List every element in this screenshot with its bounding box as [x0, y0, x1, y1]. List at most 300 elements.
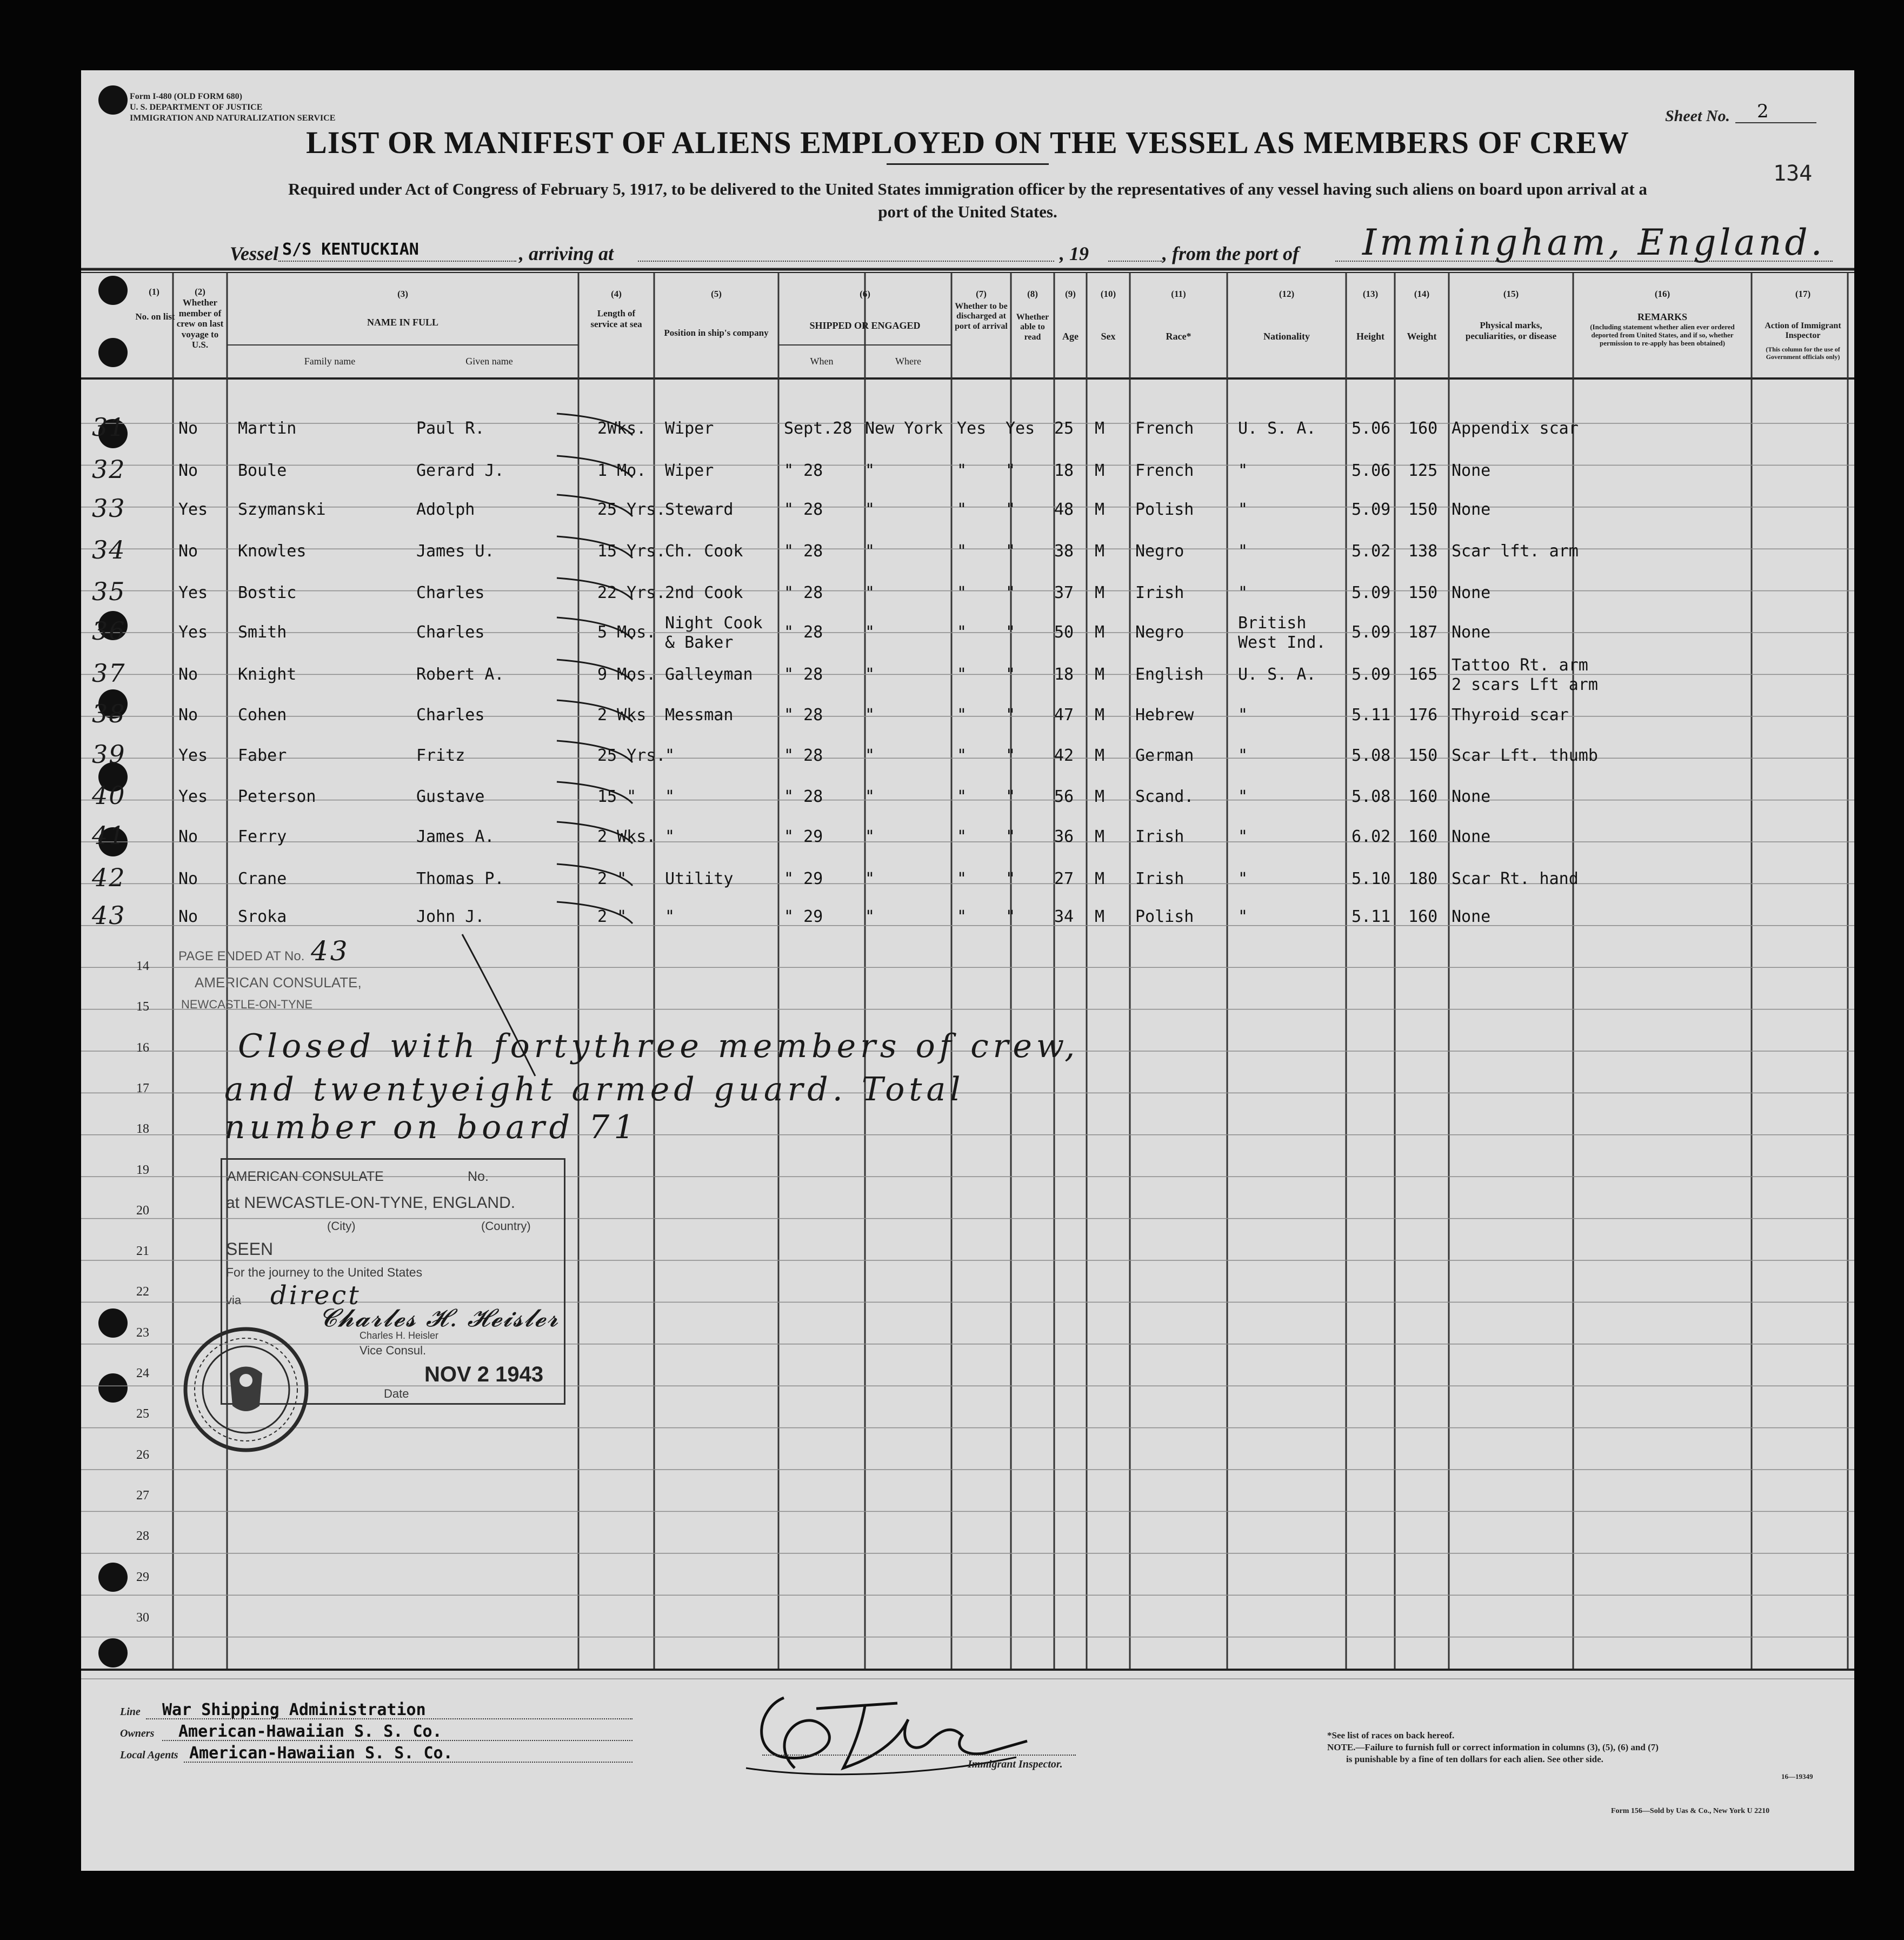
footer-rule-2 [162, 1740, 633, 1741]
position: Utility [665, 869, 734, 888]
position: " [665, 746, 675, 765]
col17-num: (17) [1795, 289, 1811, 299]
physical-marks: Scar lft. arm [1452, 542, 1579, 561]
form-id: Form I-480 (OLD FORM 680) [130, 92, 242, 101]
row-number: 40 [92, 781, 126, 810]
length-of-service: 9 Mos. [597, 665, 656, 684]
given-name: Gerard J. [416, 461, 504, 480]
inspector-label: Immigrant Inspector. [968, 1758, 1063, 1770]
nationality: " [1238, 827, 1248, 846]
col7-header: Whether to be discharged at port of arrival [955, 302, 1008, 331]
vessel-label: Vessel [230, 243, 278, 264]
position: " [665, 787, 675, 806]
able-to-read: " [1006, 827, 1016, 846]
height: 5.09 [1352, 623, 1391, 642]
physical-marks: Tattoo Rt. arm [1452, 656, 1588, 675]
line-label: Line [120, 1706, 141, 1718]
weight: 138 [1408, 542, 1438, 561]
age: 42 [1054, 746, 1074, 765]
discharged: " [957, 869, 967, 888]
agents-label: Local Agents [120, 1749, 178, 1761]
port-value: Immingham, England. [1362, 222, 1826, 263]
family-name: Sroka [238, 907, 287, 926]
shipped-where: " [865, 542, 875, 561]
row-number: 31 [92, 413, 126, 442]
member-last-voyage: Yes [178, 746, 208, 765]
race: Irish [1135, 583, 1184, 602]
member-last-voyage: No [178, 706, 198, 725]
nationality: British [1238, 614, 1307, 633]
given-name: Gustave [416, 787, 485, 806]
physical-marks: None [1452, 583, 1491, 602]
race: Polish [1135, 500, 1194, 519]
agency-line-1: U. S. DEPARTMENT OF JUSTICE [130, 103, 263, 112]
physical-marks: None [1452, 827, 1491, 846]
sex: M [1095, 787, 1105, 806]
age: 47 [1054, 706, 1074, 725]
col9-num: (9) [1065, 289, 1076, 299]
position: Ch. Cook [665, 542, 743, 561]
empty-row-number: 20 [136, 1203, 149, 1218]
age: 48 [1054, 500, 1074, 519]
shipped-where: " [865, 461, 875, 480]
col16-subheader: (Including statement whether alien ever ordered deported from United States, and if so, whether permission to re-apply has been obtained) [1590, 323, 1735, 347]
age: 18 [1054, 461, 1074, 480]
member-last-voyage: No [178, 542, 198, 561]
length-of-service: 5 Mos. [597, 623, 656, 642]
col11-num: (11) [1171, 289, 1186, 299]
shipped-when: " 29 [784, 869, 823, 888]
shipped-where: " [865, 827, 875, 846]
col12-num: (12) [1279, 289, 1295, 299]
sex: M [1095, 706, 1105, 725]
shipped-when: " 28 [784, 500, 823, 519]
discharged: " [957, 787, 967, 806]
col15-header: Physical marks, peculiarities, or disease [1465, 320, 1557, 341]
length-of-service: 2 Wks [597, 706, 647, 725]
weight: 187 [1408, 623, 1438, 642]
col15-num: (15) [1503, 289, 1519, 299]
empty-row-number: 18 [136, 1122, 149, 1137]
family-name: Crane [238, 869, 287, 888]
race: German [1135, 746, 1194, 765]
nationality: " [1238, 706, 1248, 725]
member-last-voyage: Yes [178, 583, 208, 602]
height: 5.08 [1352, 787, 1391, 806]
length-of-service: 15 Yrs. [597, 542, 666, 561]
empty-row-number: 21 [136, 1244, 149, 1259]
length-of-service: 1 Mo. [597, 461, 647, 480]
col1-header: No. on list [135, 311, 175, 322]
sex: M [1095, 542, 1105, 561]
height: 5.09 [1352, 665, 1391, 684]
able-to-read: " [1006, 907, 1016, 926]
able-to-read: " [1006, 706, 1016, 725]
height: 5.11 [1352, 706, 1391, 725]
member-last-voyage: No [178, 907, 198, 926]
given-name: James A. [416, 827, 495, 846]
family-name: Cohen [238, 706, 287, 725]
family-name: Knight [238, 665, 297, 684]
able-to-read: " [1006, 869, 1016, 888]
physical-marks: None [1452, 500, 1491, 519]
empty-row-number: 30 [136, 1610, 149, 1625]
position: " [665, 907, 675, 926]
empty-row-number: 23 [136, 1325, 149, 1340]
nationality: " [1238, 500, 1248, 519]
weight: 150 [1408, 500, 1438, 519]
shipped-when: " 28 [784, 542, 823, 561]
given-name: James U. [416, 542, 495, 561]
weight: 125 [1408, 461, 1438, 480]
shipped-where: " [865, 746, 875, 765]
height: 5.02 [1352, 542, 1391, 561]
empty-row-number: 15 [136, 1000, 149, 1014]
given-name: Adolph [416, 500, 475, 519]
given-name: Fritz [416, 746, 465, 765]
col7-num: (7) [976, 289, 987, 299]
sex: M [1095, 623, 1105, 642]
shipped-when: " 29 [784, 907, 823, 926]
weight: 176 [1408, 706, 1438, 725]
discharged: Yes [957, 419, 987, 438]
position: Wiper [665, 461, 714, 480]
length-of-service: 2 Wks. [597, 827, 656, 846]
nationality: " [1238, 583, 1248, 602]
closing-note-line-2: and twentyeight armed guard. Total [224, 1071, 965, 1108]
position: " [665, 827, 675, 846]
stamp-city-line: at NEWCASTLE-ON-TYNE, ENGLAND. [226, 1194, 516, 1212]
shipped-where: New York [865, 419, 943, 438]
shipped-where: " [865, 869, 875, 888]
discharged: " [957, 542, 967, 561]
shipped-where: " [865, 623, 875, 642]
footer-rule-1 [146, 1718, 633, 1719]
col13-header: Height [1356, 331, 1384, 342]
able-to-read: " [1006, 461, 1016, 480]
race: Polish [1135, 907, 1194, 926]
stamp-no-label: No. [468, 1169, 489, 1184]
physical-marks: None [1452, 907, 1491, 926]
row-number: 35 [92, 577, 126, 606]
stamp-country-label: (Country) [481, 1219, 531, 1233]
member-last-voyage: No [178, 419, 198, 438]
page-ended-number: 43 [311, 935, 350, 967]
nationality: " [1238, 542, 1248, 561]
discharged: " [957, 583, 967, 602]
inspector-rule [762, 1755, 1076, 1756]
nationality: " [1238, 461, 1248, 480]
member-last-voyage: Yes [178, 787, 208, 806]
able-to-read: " [1006, 623, 1016, 642]
physical-marks: None [1452, 623, 1491, 642]
col2-num: (2) [195, 287, 205, 297]
sex: M [1095, 461, 1105, 480]
shipped-where: " [865, 500, 875, 519]
port-label: , from the port of [1162, 243, 1300, 264]
position: 2nd Cook [665, 583, 743, 602]
shipped-when: " 28 [784, 665, 823, 684]
race: French [1135, 461, 1194, 480]
col6-header: SHIPPED OR ENGAGED [809, 320, 921, 331]
discharged: " [957, 623, 967, 642]
col8-header: Whether able to read [1016, 313, 1049, 342]
length-of-service: 2Wks. [597, 419, 647, 438]
position: Wiper [665, 419, 714, 438]
age: 37 [1054, 583, 1074, 602]
discharged: " [957, 907, 967, 926]
row-number: 33 [92, 494, 126, 523]
family-name: Bostic [238, 583, 297, 602]
agents-value: American-Hawaiian S. S. Co. [189, 1744, 453, 1763]
row-number: 32 [92, 455, 126, 484]
col3b-header: Given name [465, 356, 513, 367]
race: Negro [1135, 542, 1184, 561]
height: 5.09 [1352, 583, 1391, 602]
shipped-when: " 28 [784, 706, 823, 725]
member-last-voyage: Yes [178, 623, 208, 642]
physical-marks: Thyroid scar [1452, 706, 1569, 725]
stamp-journey: For the journey to the United States [226, 1265, 423, 1279]
nationality: U. S. A. [1238, 419, 1316, 438]
closing-note-line-3: number on board 71 [224, 1108, 639, 1146]
owners-label: Owners [120, 1728, 155, 1739]
col3a-header: Family name [304, 356, 356, 367]
stamp-consul-title: Vice Consul. [360, 1344, 427, 1357]
member-last-voyage: No [178, 665, 198, 684]
row-number: 37 [92, 659, 126, 688]
age: 25 [1054, 419, 1074, 438]
col12-header: Nationality [1263, 331, 1310, 342]
age: 27 [1054, 869, 1074, 888]
weight: 160 [1408, 787, 1438, 806]
col6a-header: When [810, 356, 834, 367]
physical-marks: Appendix scar [1452, 419, 1579, 438]
col16-num: (16) [1654, 289, 1670, 299]
physical-marks: None [1452, 461, 1491, 480]
family-name: Peterson [238, 787, 316, 806]
race: French [1135, 419, 1194, 438]
races-note: *See list of races on back hereof. [1327, 1730, 1455, 1740]
member-last-voyage: Yes [178, 500, 208, 519]
col1-num: (1) [149, 287, 159, 297]
member-last-voyage: No [178, 869, 198, 888]
stamp-date-label: Date [384, 1387, 409, 1400]
discharged: " [957, 461, 967, 480]
col17-header: Action of Immigrant Inspector [1765, 321, 1841, 341]
age: 38 [1054, 542, 1074, 561]
discharged: " [957, 500, 967, 519]
col10-header: Sex [1101, 331, 1116, 342]
row-number: 43 [92, 901, 126, 930]
weight: 150 [1408, 746, 1438, 765]
vessel-name: S/S KENTUCKIAN [282, 240, 419, 259]
sex: M [1095, 746, 1105, 765]
physical-marks: Scar Rt. hand [1452, 869, 1579, 888]
shipped-when: " 28 [784, 746, 823, 765]
sex: M [1095, 583, 1105, 602]
page-ended-stamp [178, 949, 304, 964]
given-name: Charles [416, 706, 485, 725]
nationality-line-2: West Ind. [1238, 633, 1326, 652]
subtitle-line-1: Required under Act of Congress of February 5, 1917, to be delivered to the United States immigration officer by the representatives of any vessel having such aliens on board upon arrival at a [288, 180, 1647, 198]
family-name: Smith [238, 623, 287, 642]
col16-header: REMARKS [1637, 311, 1687, 322]
agency-line-2: IMMIGRATION AND NATURALIZATION SERVICE [130, 114, 336, 123]
col6b-header: Where [895, 356, 921, 367]
empty-row-number: 14 [136, 959, 149, 973]
weight: 160 [1408, 907, 1438, 926]
length-of-service: 2 " [597, 869, 627, 888]
page-ended-label: PAGE ENDED AT No. [178, 949, 305, 964]
shipped-where: " [865, 665, 875, 684]
empty-row-number: 25 [136, 1407, 149, 1421]
row-number: 34 [92, 535, 126, 564]
discharged: " [957, 665, 967, 684]
line-value: War Shipping Administration [162, 1700, 426, 1719]
empty-row-number: 24 [136, 1366, 149, 1380]
nationality: " [1238, 787, 1248, 806]
member-last-voyage: No [178, 461, 198, 480]
physical-marks-line-2: 2 scars Lft arm [1452, 675, 1598, 694]
col9-header: Age [1062, 331, 1079, 342]
form-code-2: Form 156—Sold by Uas & Co., New York U 2210 [1611, 1807, 1770, 1815]
sex: M [1095, 907, 1105, 926]
discharged: " [957, 706, 967, 725]
able-to-read: " [1006, 542, 1016, 561]
length-of-service: 25 Yrs. [597, 746, 666, 765]
col3-num: (3) [397, 289, 408, 299]
shipped-where: " [865, 583, 875, 602]
length-of-service: 25 Yrs. [597, 500, 666, 519]
nationality: " [1238, 746, 1248, 765]
col17-subheader: (This column for the use of Government officials only) [1766, 346, 1840, 361]
empty-row-number: 27 [136, 1488, 149, 1503]
height: 5.06 [1352, 419, 1391, 438]
age: 18 [1054, 665, 1074, 684]
stamp-consul-name: Charles H. Heisler [360, 1330, 439, 1341]
closing-note-line-1: Closed with fortythree members of crew, [238, 1027, 1080, 1065]
member-last-voyage: No [178, 827, 198, 846]
height: 5.06 [1352, 461, 1391, 480]
shipped-when: " 28 [784, 623, 823, 642]
sex: M [1095, 869, 1105, 888]
race: Irish [1135, 827, 1184, 846]
sex: M [1095, 827, 1105, 846]
form-code-1: 16—19349 [1781, 1772, 1813, 1780]
height: 5.08 [1352, 746, 1391, 765]
row-number: 36 [92, 616, 126, 646]
able-to-read: " [1006, 583, 1016, 602]
col5-header: Position in ship's company [664, 328, 769, 338]
col11-header: Race* [1166, 331, 1191, 342]
height: 5.11 [1352, 907, 1391, 926]
penalty-note-2: is punishable by a fine of ten dollars for each alien. See other side. [1346, 1754, 1603, 1764]
race: Irish [1135, 869, 1184, 888]
race: Negro [1135, 623, 1184, 642]
weight: 160 [1408, 827, 1438, 846]
shipped-when: " 28 [784, 583, 823, 602]
family-name: Martin [238, 419, 297, 438]
shipped-where: " [865, 787, 875, 806]
length-of-service: 22 Yrs. [597, 583, 666, 602]
height: 5.10 [1352, 869, 1391, 888]
race: Scand. [1135, 787, 1194, 806]
row-number: 39 [92, 740, 126, 769]
shipped-where: " [865, 907, 875, 926]
col5-num: (5) [711, 289, 722, 299]
shipped-when: " 29 [784, 827, 823, 846]
position: Galleyman [665, 665, 753, 684]
given-name: John J. [416, 907, 485, 926]
weight: 180 [1408, 869, 1438, 888]
given-name: Robert A. [416, 665, 504, 684]
row-number: 38 [92, 699, 126, 728]
manifest-page [81, 70, 1854, 1871]
family-name: Faber [238, 746, 287, 765]
col10-num: (10) [1100, 289, 1116, 299]
shipped-when: " 28 [784, 787, 823, 806]
col14-num: (14) [1414, 289, 1430, 299]
family-name: Szymanski [238, 500, 326, 519]
shipped-where: " [865, 706, 875, 725]
weight: 165 [1408, 665, 1438, 684]
page-title: LIST OR MANIFEST OF ALIENS EMPLOYED ON THE VESSEL AS MEMBERS OF CREW [306, 125, 1629, 160]
age: 50 [1054, 623, 1074, 642]
height: 6.02 [1352, 827, 1391, 846]
penalty-note-1: NOTE.—Failure to furnish full or correct information in columns (3), (5), (6) and (7) [1327, 1742, 1659, 1752]
nationality: " [1238, 869, 1248, 888]
able-to-read: " [1006, 746, 1016, 765]
empty-row-number: 17 [136, 1081, 149, 1095]
arriving-label: , arriving at [519, 243, 614, 264]
weight: 150 [1408, 583, 1438, 602]
year-label: , 19 [1060, 243, 1089, 264]
empty-row-number: 29 [136, 1570, 149, 1584]
family-name: Knowles [238, 542, 307, 561]
owners-value: American-Hawaiian S. S. Co. [178, 1722, 442, 1741]
weight: 160 [1408, 419, 1438, 438]
page-number: 134 [1773, 161, 1813, 186]
position-line-2: & Baker [665, 633, 734, 652]
col6-num: (6) [860, 289, 870, 299]
col8-num: (8) [1027, 289, 1038, 299]
stamp-date-value: NOV 2 1943 [424, 1363, 544, 1386]
able-to-read: " [1006, 665, 1016, 684]
discharged: " [957, 827, 967, 846]
sex: M [1095, 419, 1105, 438]
nationality: " [1238, 907, 1248, 926]
shipped-when: " 28 [784, 461, 823, 480]
age: 34 [1054, 907, 1074, 926]
stamp-via-value: direct [270, 1280, 361, 1311]
physical-marks: Scar Lft. thumb [1452, 746, 1598, 765]
stamp-city-label: (City) [327, 1219, 356, 1233]
consular-seal [178, 1322, 314, 1457]
empty-row-number: 19 [136, 1162, 149, 1177]
family-name: Boule [238, 461, 287, 480]
stamp-via-label: via [226, 1293, 242, 1307]
row-number: 42 [92, 863, 126, 892]
given-name: Charles [416, 623, 485, 642]
able-to-read: Yes [1006, 419, 1035, 438]
given-name: Charles [416, 583, 485, 602]
height: 5.09 [1352, 500, 1391, 519]
position: Messman [665, 706, 734, 725]
empty-row-number: 22 [136, 1285, 149, 1299]
position: Steward [665, 500, 734, 519]
sheet-number: 2 [1757, 101, 1769, 122]
